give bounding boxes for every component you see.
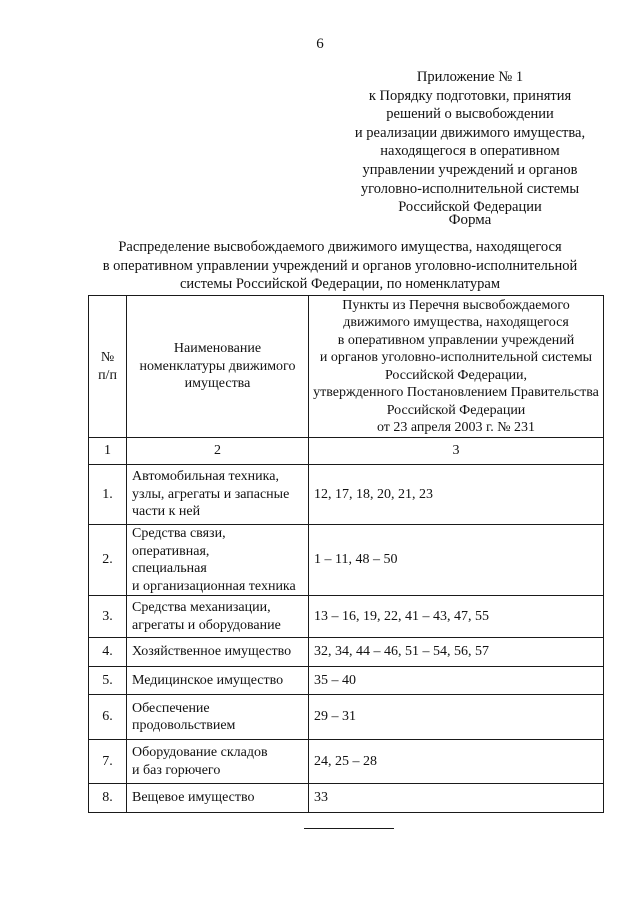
name-line: Вещевое имущество	[132, 790, 255, 806]
header-line: Наименование	[173, 341, 262, 357]
header-line: имущества	[184, 376, 251, 392]
table-header-row	[89, 296, 604, 438]
row-name	[127, 638, 309, 667]
header-line: п/п	[98, 367, 117, 383]
header-line: Российской Федерации,	[384, 367, 528, 383]
row-number: 5.	[89, 667, 127, 695]
column-number: 3	[309, 438, 604, 465]
header-line: Российской Федерации	[386, 402, 526, 418]
row-items: 24, 25 – 28	[309, 740, 604, 784]
row-number: 4.	[89, 638, 127, 667]
header-line: от 23 апреля 2003 г. № 231	[376, 420, 536, 435]
name-line: Обеспечение	[132, 700, 210, 716]
row-items: 1 – 11, 48 – 50	[309, 525, 604, 596]
row-name	[127, 525, 309, 596]
name-line: Средства связи, оперативная,	[132, 526, 226, 559]
title-line: системы Российской Федерации, по номенклатурам	[179, 276, 501, 292]
name-line: Автомобильная техника,	[132, 469, 279, 485]
row-number: 1.	[89, 465, 127, 525]
row-name	[127, 695, 309, 740]
title-line: Распределение высвобождаемого движимого имущества, находящегося	[118, 239, 562, 255]
annex-line: Приложение № 1	[416, 69, 524, 85]
row-number: 3.	[89, 596, 127, 638]
column-number: 1	[89, 438, 127, 465]
name-line: и организационная техника	[132, 578, 296, 594]
annex-line: и реализации движимого имущества,	[354, 124, 586, 141]
annex-line: управлении учреждений и органов	[362, 161, 578, 178]
row-items: 13 – 16, 19, 22, 41 – 43, 47, 55	[309, 596, 604, 638]
name-line: и баз горючего	[132, 762, 221, 778]
column-number: 2	[127, 438, 309, 465]
form-label: Форма	[448, 212, 492, 228]
header-line: в оперативном управлении учреждений	[337, 332, 575, 348]
row-name	[127, 667, 309, 695]
separator-line	[304, 828, 394, 829]
document-title	[40, 238, 640, 294]
annex-line: решений о высвобождении	[386, 106, 554, 123]
header-line: движимого имущества, находящегося	[343, 315, 569, 330]
annex-line: уголовно-исполнительной системы	[360, 180, 580, 197]
row-items: 32, 34, 44 – 46, 51 – 54, 56, 57	[309, 638, 604, 667]
name-line: Средства механизации,	[132, 600, 271, 615]
table-row	[89, 695, 604, 740]
row-items: 29 – 31	[309, 695, 604, 740]
table-row	[89, 638, 604, 667]
row-name	[127, 465, 309, 525]
annex-block	[330, 68, 610, 217]
table-row	[89, 465, 604, 525]
header-line: номенклатуры движимого	[139, 358, 296, 374]
header-line: Пункты из Перечня высвобождаемого	[342, 297, 570, 313]
table-row	[89, 740, 604, 784]
row-name	[127, 784, 309, 813]
annex-line: Российской Федерации	[398, 199, 542, 216]
name-line: специальная	[132, 561, 207, 576]
annex-line: к Порядку подготовки, принятия	[368, 87, 572, 104]
name-line: агрегаты и оборудование	[132, 617, 281, 633]
name-line: Хозяйственное имущество	[132, 644, 292, 660]
row-items: 35 – 40	[309, 667, 604, 695]
page-number: 6	[316, 36, 324, 52]
table-row	[89, 784, 604, 813]
table-row	[89, 525, 604, 596]
row-number: 7.	[89, 740, 127, 784]
header-line: утвержденного Постановлением Правительства	[313, 385, 599, 400]
row-number: 2.	[89, 525, 127, 596]
header-number	[89, 296, 127, 438]
header-line: и органов уголовно-исполнительной системы	[319, 350, 593, 365]
row-items: 12, 17, 18, 20, 21, 23	[309, 465, 604, 525]
nomenclature-table	[88, 295, 604, 813]
header-name	[127, 296, 309, 438]
row-items: 33	[309, 784, 604, 813]
table-row	[89, 667, 604, 695]
row-name	[127, 596, 309, 638]
column-number-row	[89, 438, 604, 465]
name-line: части к ней	[132, 504, 201, 520]
header-items	[309, 296, 604, 438]
name-line: продовольствием	[132, 718, 236, 733]
title-line: в оперативном управлении учреждений и органов уголовно-исполнительной	[102, 257, 578, 274]
annex-line: находящегося в оперативном	[380, 143, 560, 160]
name-line: Оборудование складов	[132, 745, 268, 760]
name-line: Медицинское имущество	[132, 672, 284, 688]
name-line: узлы, агрегаты и запасные	[132, 486, 290, 502]
row-number: 8.	[89, 784, 127, 813]
table-row	[89, 596, 604, 638]
row-number: 6.	[89, 695, 127, 740]
row-name	[127, 740, 309, 784]
header-line: №	[100, 350, 115, 365]
